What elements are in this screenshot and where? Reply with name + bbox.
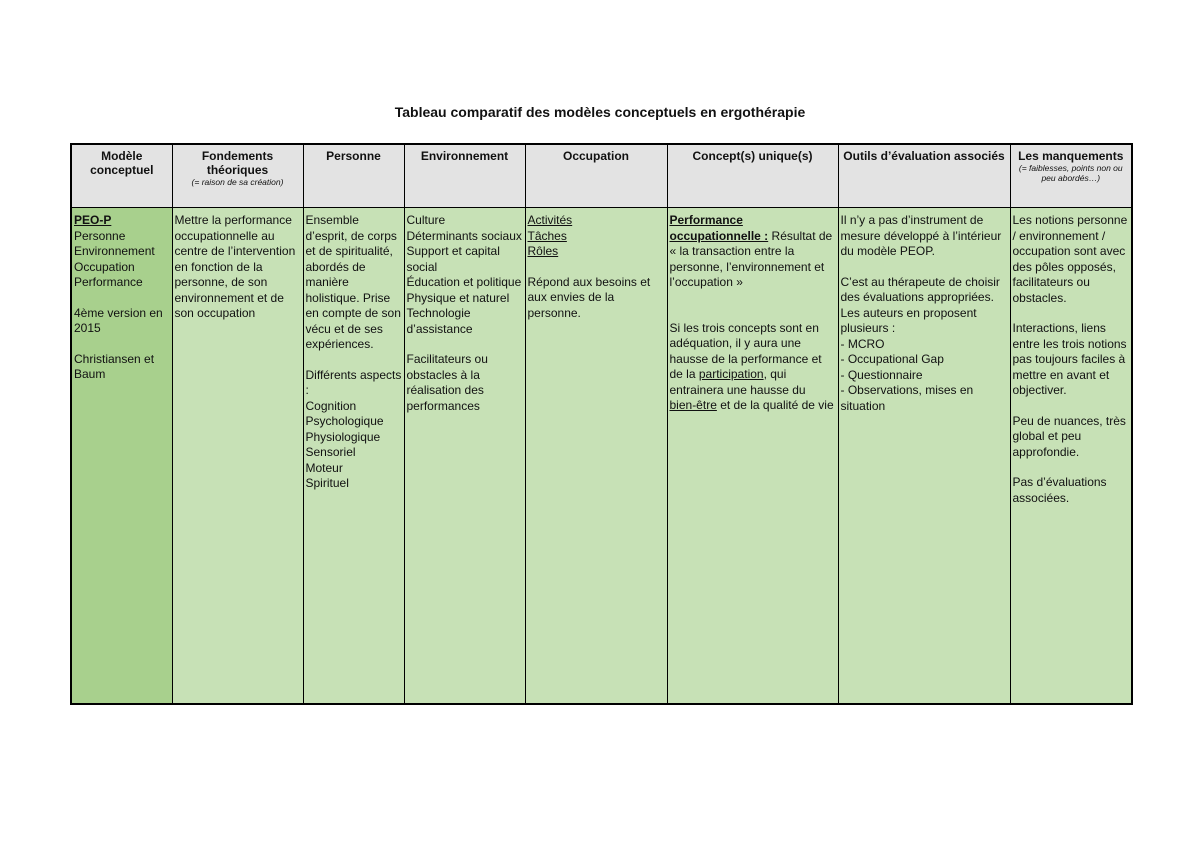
personne-aspect: Moteur bbox=[305, 460, 343, 475]
personne-aspect: Sensoriel bbox=[305, 445, 356, 459]
cell-modele bbox=[71, 208, 172, 705]
comparison-table bbox=[70, 143, 1133, 705]
cell-occupation bbox=[525, 208, 667, 705]
table-row bbox=[71, 208, 1132, 705]
participation-term: participation bbox=[698, 367, 764, 381]
page-title: Tableau comparatif des modèles conceptuels en ergothérapie bbox=[394, 104, 806, 120]
outils-item: - Observations, mises en situation bbox=[840, 383, 974, 413]
header-environnement: Environnement bbox=[404, 144, 525, 208]
model-name: PEO-P bbox=[74, 213, 112, 227]
header-row bbox=[71, 144, 1132, 208]
outils-item: - Occupational Gap bbox=[840, 352, 944, 366]
personne-aspect: Physiologique bbox=[305, 429, 381, 444]
concept-text: et de la qualité de vie bbox=[720, 398, 834, 412]
outils-item: - MCRO bbox=[840, 336, 885, 351]
environnement-item: Technologie d’assistance bbox=[406, 306, 473, 336]
header-manquements bbox=[1010, 144, 1132, 208]
concept-definition-block bbox=[670, 213, 836, 291]
header-fondements-note: (= raison de sa création) bbox=[191, 177, 284, 187]
personne-aspect: Cognition bbox=[305, 398, 357, 413]
concept-text: Si les trois concepts sont en adéquation, il y aura une hausse de la performance et de la bbox=[669, 320, 822, 381]
environnement-item: Éducation et politique bbox=[406, 275, 522, 289]
header-manquements-note: (= faiblesses, points non ou peu abordés…) bbox=[1018, 163, 1123, 183]
cell-personne bbox=[303, 208, 404, 705]
personne-aspects-title: Différents aspects : bbox=[305, 367, 402, 397]
occupation-item: Activités bbox=[527, 213, 573, 227]
header-manquements-label: Les manquements bbox=[1018, 149, 1124, 163]
header-fondements-label: Fondements théoriques bbox=[201, 149, 274, 177]
environnement-extra: Facilitateurs ou obstacles à la réalisation des performances bbox=[406, 352, 488, 413]
concept-text: , qui entrainera une hausse du bbox=[669, 367, 806, 397]
occupation-item: Tâches bbox=[527, 228, 567, 243]
manquement-item: Pas d’évaluations associées. bbox=[1012, 475, 1107, 505]
personne-aspect: Spirituel bbox=[305, 476, 349, 490]
cell-outils bbox=[838, 208, 1010, 705]
cell-concepts bbox=[667, 208, 838, 705]
personne-description: Ensemble d’esprit, de corps et de spiritualité, abordés de manière holistique. Prise en compte de son vécu et de ses expériences. bbox=[305, 213, 401, 351]
model-line: Performance bbox=[74, 275, 143, 289]
concept-definition: Résultat de « la transaction entre la personne, l’environnement et l’occupation » bbox=[669, 228, 833, 289]
environnement-item: Culture bbox=[406, 213, 446, 227]
occupation-item: Rôles bbox=[527, 244, 559, 258]
model-line: Environnement bbox=[74, 244, 155, 258]
environnement-item: Physique et naturel bbox=[406, 290, 510, 305]
personne-aspect: Psychologique bbox=[305, 414, 384, 428]
occupation-description: Répond aux besoins et aux envies de la personne. bbox=[527, 274, 651, 320]
header-modele: Modèle conceptuel bbox=[71, 144, 172, 208]
header-outils: Outils d’évaluation associés bbox=[838, 144, 1010, 208]
header-personne: Personne bbox=[303, 144, 404, 208]
cell-fondements: Mettre la performance occupationnelle au centre de l’intervention en fonction de la personne, de son environnement et de son occupation bbox=[172, 208, 303, 705]
model-authors: Christiansen et Baum bbox=[74, 351, 155, 381]
concept-explanation bbox=[670, 321, 836, 414]
manquement-item: Interactions, liens entre les trois notions pas toujours faciles à mettre en avant et objectiver. bbox=[1012, 321, 1127, 397]
header-occupation: Occupation bbox=[525, 144, 667, 208]
header-fondements bbox=[172, 144, 303, 208]
cell-manquements bbox=[1010, 208, 1132, 705]
outils-intro: Il n’y a pas d’instrument de mesure développé à l’intérieur du modèle PEOP. bbox=[840, 213, 1002, 258]
model-version: 4ème version en 2015 bbox=[74, 305, 163, 335]
outils-choice: C’est au thérapeute de choisir des évaluations appropriées. Les auteurs en proposent plusieurs : bbox=[840, 274, 1000, 335]
outils-item: - Questionnaire bbox=[840, 367, 923, 382]
bien-etre-term: bien-être bbox=[669, 398, 717, 412]
model-line: Personne bbox=[74, 228, 126, 243]
header-concepts: Concept(s) unique(s) bbox=[667, 144, 838, 208]
manquement-item: Peu de nuances, très global et peu approfondie. bbox=[1012, 413, 1126, 459]
manquement-item: Les notions personne / environnement / occupation sont avec des pôles opposés, facilitateurs ou obstacles. bbox=[1012, 213, 1128, 305]
model-line: Occupation bbox=[74, 259, 135, 274]
environnement-item: Déterminants sociaux bbox=[406, 228, 522, 243]
concept-term: Performance occupationnelle : bbox=[669, 213, 769, 243]
cell-environnement bbox=[404, 208, 525, 705]
environnement-item: Support et capital social bbox=[406, 244, 500, 274]
